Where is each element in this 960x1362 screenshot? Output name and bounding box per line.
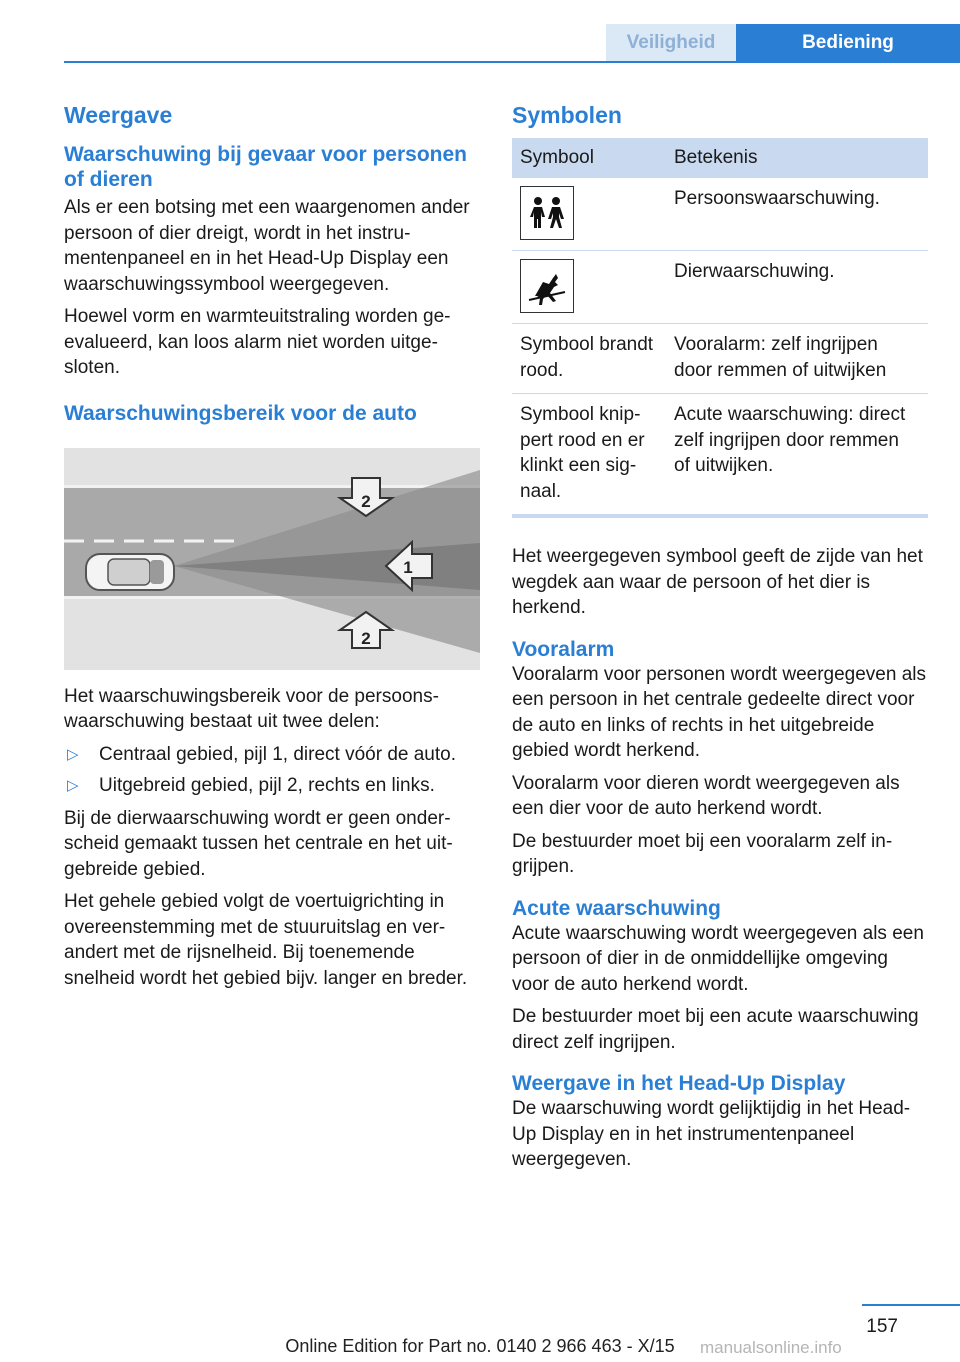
- label-arrow-bottom: 2: [361, 628, 371, 648]
- table-row: [512, 251, 928, 324]
- heading-waarschuwingsbereik: Waarschuwingsbereik voor de auto: [64, 401, 417, 425]
- paragraph: Vooralarm voor dieren wordt weergegeven als een dier voor de auto herkend wordt.: [512, 772, 900, 819]
- paragraph: Acute waarschuwing wordt weergegeven als een persoon of dier in de onmiddellijke omgeving voor de auto herkend wordt.: [512, 922, 924, 995]
- heading-weergave: Weergave: [64, 102, 173, 128]
- right-column: [512, 100, 928, 1180]
- list-item: ▷ Uitgebreid gebied, pijl 2, rechts en links.: [64, 773, 480, 799]
- paragraph: Als er een botsing met een waargenomen ander persoon of dier dreigt, wordt in het instrumentenpaneel en in het Head-Up Display een waarschuwingssymbool weergegeven.: [64, 197, 470, 295]
- heading-vooralarm: Vooralarm: [512, 637, 615, 661]
- paragraph: Het waarschuwingsbereik voor de persoonswaarschuwing bestaat uit twee delen:: [64, 685, 439, 732]
- tab-bediening[interactable]: Bediening: [736, 24, 960, 62]
- heading-symbolen: Symbolen: [512, 102, 622, 128]
- watermark: manualsonline.info: [700, 1338, 842, 1357]
- triangle-bullet-icon: ▷: [67, 777, 79, 794]
- left-column: [64, 100, 480, 998]
- paragraph: De bestuurder moet bij een vooralarm zelf ingrijpen.: [512, 830, 893, 877]
- symbols-table: [512, 138, 928, 518]
- paragraph: De waarschuwing wordt gelijktijdig in het Head-Up Display en in het instrumentenpaneel weergegeven.: [512, 1098, 911, 1170]
- table-cell: Persoonswaarschuwing.: [666, 178, 928, 251]
- footer-rule: [862, 1304, 960, 1306]
- triangle-bullet-icon: ▷: [67, 745, 79, 763]
- warning-range-diagram: [64, 448, 480, 670]
- car-icon: [86, 554, 174, 590]
- paragraph: Het gehele gebied volgt de voertuigrichting in overeenstemming met de stuuruitslag en verandert met de rijsnelheid. Bij toenemende snelheid wordt het gebied bijv. langer en breder.: [64, 891, 468, 989]
- heading-head-up-display: Weergave in het Head-Up Display: [512, 1072, 846, 1095]
- list-item: ▷ Centraal gebied, pijl 1, direct vóór de auto.: [64, 742, 480, 768]
- persons-warning-icon: [520, 186, 574, 240]
- table-cell: Acute waarschuwing: direct zelf ingrijpen door remmen of uitwijken.: [666, 394, 928, 517]
- table-row: [512, 178, 928, 251]
- heading-acute-waarschuwing: Acute waarschuwing: [512, 896, 721, 920]
- paragraph: De bestuurder moet bij een acute waarschuwing direct zelf ingrijpen.: [512, 1006, 919, 1053]
- label-arrow-top: 2: [361, 491, 371, 511]
- table-cell: Dierwaarschuwing.: [666, 251, 928, 324]
- paragraph: Hoewel vorm en warmteuitstraling worden geevalueerd, kan loos alarm niet worden uitgesloten.: [64, 306, 451, 378]
- table-row: [512, 394, 928, 517]
- animal-warning-icon: [520, 259, 574, 313]
- table-cell: Symbool knippert rood en er klinkt een signaal.: [512, 394, 666, 517]
- page-number: 157: [866, 1316, 898, 1337]
- table-cell: Vooralarm: zelf ingrijpen door remmen of uitwijken: [666, 324, 928, 394]
- edition-footer: Online Edition for Part no. 0140 2 966 463 - X/15: [285, 1336, 675, 1356]
- column-header-symbool: Symbool: [512, 138, 666, 178]
- table-cell: Symbool brandt rood.: [512, 324, 666, 394]
- label-arrow-center: 1: [403, 557, 413, 577]
- column-header-betekenis: Betekenis: [666, 138, 928, 178]
- heading-waarschuwing: Waarschuwing bij gevaar voor personen of dieren: [64, 143, 467, 191]
- table-row: [512, 324, 928, 394]
- header-rule: [64, 61, 960, 63]
- tab-veiligheid[interactable]: Veiligheid: [606, 24, 736, 62]
- bullet-list: [64, 742, 480, 799]
- paragraph: Het weergegeven symbool geeft de zijde van het wegdek aan waar de persoon of het dier is herkend.: [512, 546, 923, 618]
- paragraph: Bij de dierwaarschuwing wordt er geen onderscheid gemaakt tussen het centrale en het uitgebreide gebied.: [64, 807, 453, 880]
- paragraph: Vooralarm voor personen wordt weergegeven als een persoon in het centrale gedeelte direct voor de auto en links of rechts in het uitgebreide gebied wordt herkend.: [512, 663, 927, 761]
